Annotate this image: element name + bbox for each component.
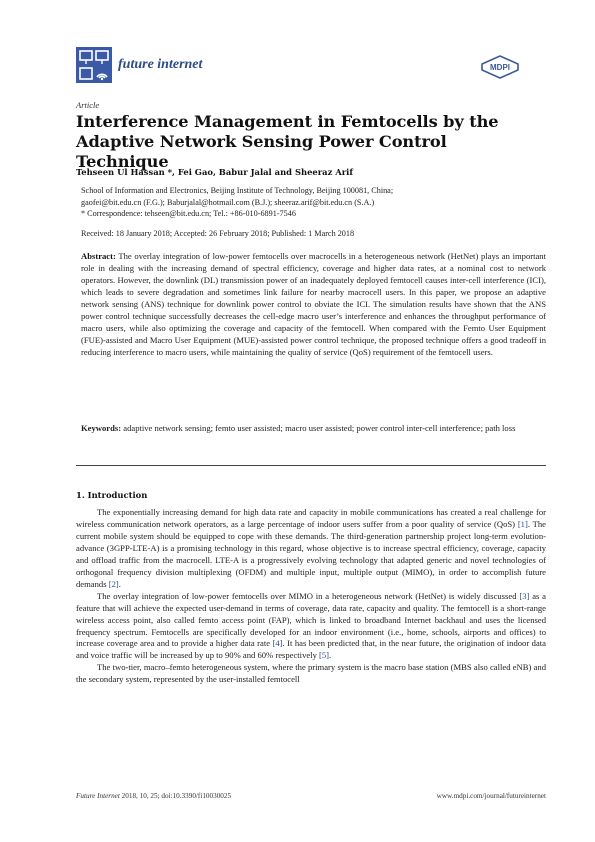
mdpi-logo-text: MDPI: [490, 63, 510, 72]
keywords-label: Keywords:: [81, 423, 122, 433]
paragraph: [76, 507, 546, 591]
introduction-body: [76, 507, 546, 686]
paragraph: [76, 662, 546, 686]
citation-link[interactable]: [1]: [517, 518, 528, 529]
paragraph-text: as a feature that will achieve the expected user-demand in terms of coverage, data rate, capacity and quality. The femtocell is a short-range wireless access point, also called femto access point (FAP), which is linked to broadband Internet backhaul and uses the licensed frequency spectrum. Femtocells are specifically developed for an indoor environment (i.e., home, schools, airports and offices) to increase coverage area and to provide a higher data rate: [76, 590, 546, 649]
paragraph: [76, 591, 546, 663]
author-emails: gaofei@bit.edu.cn (F.G.); Baburjalal@hotmail.com (B.J.); sheeraz.arif@bit.edu.cn (S.A.): [81, 197, 375, 207]
author-list: Tehseen Ul Hassan *, Fei Gao, Babur Jalal and Sheeraz Arif: [76, 167, 353, 177]
affiliation-block: [81, 185, 531, 220]
citation-link[interactable]: [5]: [319, 650, 330, 661]
paragraph-text: .: [329, 650, 332, 661]
citation-link[interactable]: [3]: [519, 590, 530, 601]
citation-link[interactable]: [4]: [272, 638, 283, 649]
correspondence-line: * Correspondence: tehseen@bit.edu.cn; Tel.: +86-010-6891-7546: [81, 209, 296, 219]
section-heading-introduction: 1. Introduction: [76, 490, 148, 500]
paragraph-text: . It has been predicted that, in the near future, the origination of indoor data and voice traffic will be increased by up to 90% and 60% respectively: [76, 638, 546, 661]
paragraph-text: . The current mobile system should be equipped to cope with these demands. The third-generation partnership project long-term evolution-advance (3GPP-LTE-A) is a promising technology in this regard, whose objective is to increase spectral efficiency, coverage, capacity and offload traffic from the macrocell. LTE-A is a progressively evolving technology that adapted generic and novel technologies of orthogonal frequency division multiplexing (OFDM) and multiple input, multiple output (MIMO), in order to accomplish future demands: [76, 518, 546, 589]
paragraph-text: .: [118, 578, 121, 589]
footer-doi: 2018, 10, 25; doi:10.3390/fi10030025: [121, 792, 232, 800]
footer-citation: [76, 792, 231, 800]
keywords: [81, 423, 546, 435]
paragraph-text: The two-tier, macro–femto heterogeneous system, where the primary system is the macro base station (MBS also called eNB) and the secondary system, represented by the user-installed femtocell: [76, 662, 546, 685]
paper-title: Interference Management in Femtocells by the Adaptive Network Sensing Power Control Technique: [76, 112, 499, 171]
footer-journal: Future Internet: [76, 792, 120, 800]
abstract: [81, 251, 546, 359]
citation-link[interactable]: [2]: [108, 578, 119, 589]
journal-name: future internet: [118, 57, 203, 72]
future-internet-logo-icon: [76, 47, 112, 83]
section-divider: [76, 465, 546, 466]
abstract-text: The overlay integration of low-power femtocells over macrocells in a heterogeneous network (HetNet) plays an important role in dealing with the increasing demand of spectral efficiency, coverage and higher data rates, at a nominal cost to network operators. However, the downlink (DL) transmission power of an inadequately deployed femtocell causes inter-cell interference (ICI), which leads to severe degradation and sometimes link failure for nearby macrocell users. In this paper, we propose an adaptive network sensing (ANS) technique for downlink power control to obviate the ICI. The simulation results have shown that the ANS power control technique successfully decreases the cell-edge macro user’s interference and enhances the throughput performance of macro users, while also optimizing the coverage and capacity of the femtocell. When compared with the Femto User Equipment (FUE)-assisted and Macro User Equipment (MUE)-assisted power control technique, the proposed technique offers a good tradeoff in reducing interference to macro users, while maintaining the quality of service (QoS) requirement of the femtocell users.: [81, 251, 546, 357]
paragraph-text: The exponentially increasing demand for high data rate and capacity in mobile communications has created a real challenge for wireless communication network operators, as a large percentage of indoor users suffer from a poor quality of service (QoS): [76, 507, 546, 529]
mdpi-logo-icon: [480, 55, 520, 79]
keywords-text: adaptive network sensing; femto user assisted; macro user assisted; power control inter-cell interference; path loss: [123, 423, 516, 433]
abstract-label: Abstract:: [81, 251, 116, 261]
paragraph-text: The overlay integration of low-power femtocells over MIMO in a heterogeneous network (HetNet) is widely discussed: [97, 590, 520, 601]
footer-url[interactable]: www.mdpi.com/journal/futureinternet: [436, 792, 546, 800]
affiliation-line: School of Information and Electronics, Beijing Institute of Technology, Beijing 100081, China;: [81, 186, 394, 195]
article-type: Article: [76, 100, 100, 110]
publication-dates: Received: 18 January 2018; Accepted: 26 February 2018; Published: 1 March 2018: [81, 229, 355, 238]
